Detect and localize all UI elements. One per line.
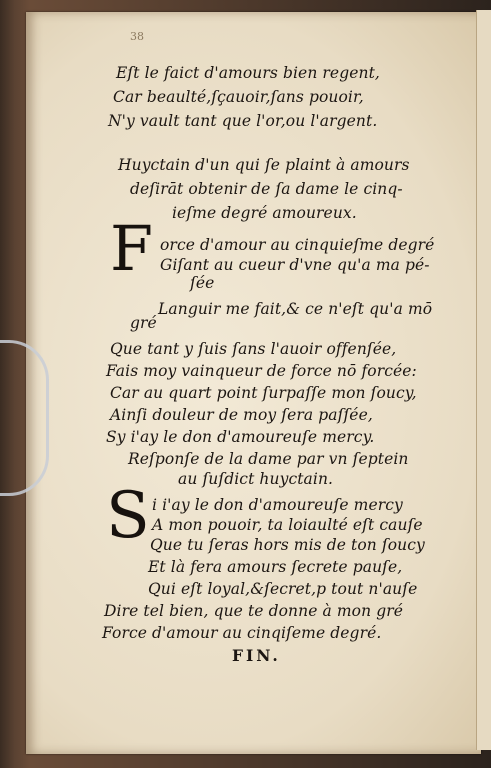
text-line: Qui eſt loyal,&ſecret,p tout n'auſe [148, 580, 418, 598]
page-number: 38 [130, 30, 144, 43]
text-line: orce d'amour au cinquieſme degré [160, 236, 435, 254]
text-line: N'y vault tant que l'or,ou l'argent. [108, 112, 378, 130]
section-heading: ieſme degré amoureux. [172, 204, 357, 222]
section-heading: au ſuſdict huyctain. [178, 470, 334, 488]
text-line: Giſant au cueur d'vne qu'a ma pé- [160, 256, 430, 274]
text-line: Que tu ſeras hors mis de ton ſoucy [150, 536, 425, 554]
text-line: Sy i'ay le don d'amoureuſe mercy. [106, 428, 375, 446]
text-line: Fais moy vainqueur de force nō forcée: [106, 362, 417, 380]
text-line: i i'ay le don d'amoureuſe mercy [152, 496, 403, 514]
text-line: A mon pouoir, ta loiaulté eſt cauſe [152, 516, 423, 534]
text-line: Languir me fait,& ce n'eſt qu'a mō [158, 300, 433, 318]
bookmark-ribbon [0, 340, 49, 496]
text-line: Dire tel bien, que te donne à mon gré [104, 602, 404, 620]
drop-cap-initial: S [106, 479, 150, 553]
text-line: ſée [190, 274, 215, 292]
text-line: Ainſi douleur de moy ſera paſſée, [110, 406, 373, 424]
text-line: Force d'amour au cinqiſeme degré. [102, 624, 382, 642]
fin-marker: FIN. [232, 646, 281, 665]
section-heading: deſirāt obtenir de ſa dame le cinq- [130, 180, 403, 198]
text-line: Que tant y ſuis ſans l'auoir offenſée, [110, 340, 397, 358]
next-page-edge [476, 10, 491, 750]
section-heading: Huyctain d'un qui ſe plaint à amours [118, 156, 410, 174]
text-line: Et là fera amours ſecrete pauſe, [148, 558, 403, 576]
section-heading: Reſponſe de la dame par vn ſeptein [128, 450, 409, 468]
text-line: Car beaulté,ſçauoir,ſans pouoir, [113, 88, 364, 106]
text-line: gré [130, 314, 157, 332]
drop-cap-initial: F [110, 212, 154, 285]
text-line: Eſt le faict d'amours bien regent, [116, 64, 380, 82]
text-line: Car au quart point ſurpaſſe mon ſoucy, [110, 384, 417, 402]
